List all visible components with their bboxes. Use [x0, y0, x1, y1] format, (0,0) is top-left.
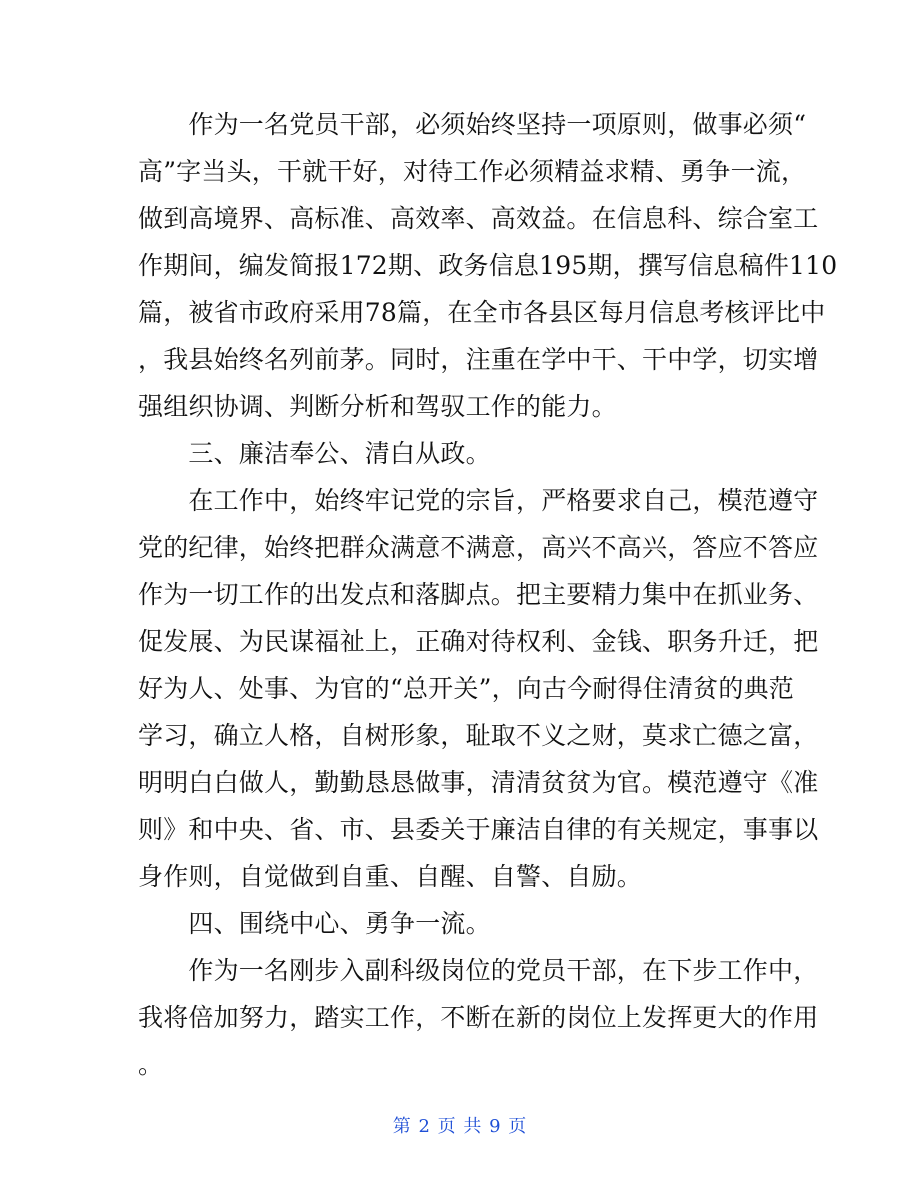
text-line: 学习，确立人格，自树形象，耻取不义之财，莫求亡德之富，: [138, 721, 819, 750]
page-number-footer: 第 2 页 共 9 页: [392, 1116, 528, 1137]
text-line: 。: [138, 1050, 164, 1079]
text-line: 作为一名刚步入副科级岗位的党员干部，在下步工作中，: [138, 956, 819, 985]
text-line: 我将倍加努力，踏实工作，不断在新的岗位上发挥更大的作用: [138, 1003, 819, 1032]
section-heading: 四、围绕中心、勇争一流。: [138, 909, 491, 938]
text-line: 作期间，编发简报172期、政务信息195期，撰写信息稿件110: [138, 251, 838, 280]
section-heading: 三、廉洁奉公、清白从政。: [138, 439, 491, 468]
text-line: 好为人、处事、为官的“总开关”，向古今耐得住清贫的典范: [138, 674, 794, 703]
text-line: 强组织协调、判断分析和驾驭工作的能力。: [138, 392, 617, 421]
text-line: 促发展、为民谋福祉上，正确对待权利、金钱、职务升迁，把: [138, 627, 819, 656]
text-line: 则》和中央、省、市、县委关于廉洁自律的有关规定，事事以: [138, 815, 819, 844]
text-line: 高”字当头，干就干好，对待工作必须精益求精、勇争一流，: [138, 157, 807, 186]
text-line: 在工作中，始终牢记党的宗旨，严格要求自己，模范遵守: [138, 486, 819, 515]
text-line: 明明白白做人，勤勤恳恳做事，清清贫贫为官。模范遵守《准: [138, 768, 819, 797]
text-line: 党的纪律，始终把群众满意不满意，高兴不高兴，答应不答应: [138, 533, 819, 562]
text-line: 篇，被省市政府采用78篇，在全市各县区每月信息考核评比中: [138, 298, 826, 327]
text-line: 作为一名党员干部，必须始终坚持一项原则，做事必须“: [138, 110, 807, 139]
text-line: ，我县始终名列前茅。同时，注重在学中干、干中学，切实增: [138, 345, 819, 374]
text-line: 作为一切工作的出发点和落脚点。把主要精力集中在抓业务、: [138, 580, 819, 609]
text-line: 做到高境界、高标准、高效率、高效益。在信息科、综合室工: [138, 204, 819, 233]
text-line: 身作则，自觉做到自重、自醒、自警、自励。: [138, 862, 643, 891]
